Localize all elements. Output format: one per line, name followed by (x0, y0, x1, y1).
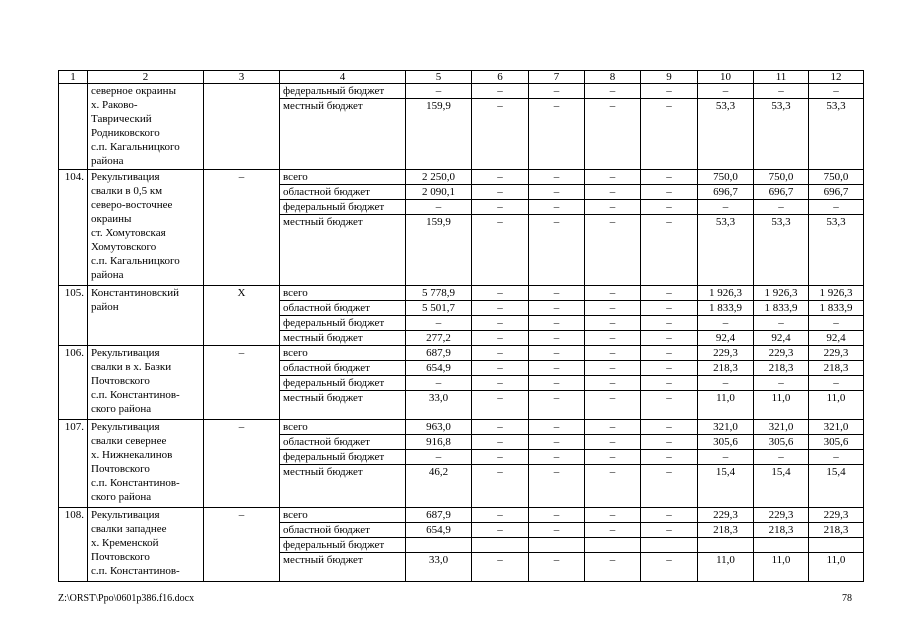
value-cell-v11: – (754, 450, 809, 465)
page-number: 78 (842, 593, 852, 604)
funding-source-label: всего (280, 420, 406, 435)
table-row (59, 508, 864, 523)
value-cell-v11: 321,0 (754, 420, 809, 435)
funding-source-label: местный бюджет (280, 99, 406, 170)
value-cell-v8: – (585, 508, 641, 523)
funding-source-label: местный бюджет (280, 391, 406, 420)
object-name-line: с.п. Кагальницкого (91, 255, 180, 267)
value-cell-v11: 92,4 (754, 331, 809, 346)
value-cell-v6: – (472, 553, 529, 582)
row-number: 107. (59, 420, 88, 508)
value-cell-v8: – (585, 391, 641, 420)
value-cell-v5: 687,9 (406, 346, 472, 361)
value-cell-v9: – (641, 215, 698, 286)
funding-source-label: федеральный бюджет (280, 376, 406, 391)
value-cell-v12: 53,3 (809, 215, 864, 286)
funding-source-label: местный бюджет (280, 215, 406, 286)
value-cell-v5: 5 778,9 (406, 286, 472, 301)
value-cell-v12: 229,3 (809, 346, 864, 361)
value-cell-v5: 5 501,7 (406, 301, 472, 316)
object-name-line: свалки в 0,5 км (91, 185, 163, 197)
funding-source-label: местный бюджет (280, 553, 406, 582)
object-name-line: ского района (91, 491, 152, 503)
footer-file-path: Z:\ORST\Ppo\0601p386.f16.docx (58, 593, 195, 604)
value-cell-v11: 11,0 (754, 553, 809, 582)
funding-source-label: федеральный бюджет (280, 450, 406, 465)
table-row (59, 346, 864, 361)
value-cell-v8: – (585, 215, 641, 286)
value-cell-v6: – (472, 420, 529, 435)
value-cell-v9: – (641, 420, 698, 435)
value-cell-v7: – (529, 376, 585, 391)
value-cell-v10: 229,3 (698, 346, 754, 361)
value-cell-v11: 11,0 (754, 391, 809, 420)
value-cell-v7: – (529, 170, 585, 185)
value-cell-v9: – (641, 200, 698, 215)
row-number: 105. (59, 286, 88, 346)
value-cell-v10: 11,0 (698, 553, 754, 582)
value-cell-v5: 33,0 (406, 553, 472, 582)
value-cell-v12: – (809, 450, 864, 465)
value-cell-v8: – (585, 185, 641, 200)
value-cell-v10: 750,0 (698, 170, 754, 185)
value-cell-v8: – (585, 170, 641, 185)
value-cell-v11: 229,3 (754, 508, 809, 523)
value-cell-v9: – (641, 286, 698, 301)
value-cell-v8 (585, 538, 641, 553)
col3-cell: – (204, 420, 280, 508)
funding-source-label: областной бюджет (280, 361, 406, 376)
column-header: 8 (585, 71, 641, 84)
value-cell-v7: – (529, 553, 585, 582)
value-cell-v6: – (472, 346, 529, 361)
value-cell-v6: – (472, 99, 529, 170)
value-cell-v11: 218,3 (754, 361, 809, 376)
object-name-line: ст. Хомутовская (91, 227, 166, 239)
object-name-line: х. Раково- (91, 99, 138, 111)
value-cell-v12: 1 833,9 (809, 301, 864, 316)
value-cell-v10: – (698, 316, 754, 331)
value-cell-v10: 53,3 (698, 99, 754, 170)
value-cell-v9: – (641, 361, 698, 376)
value-cell-v10: 696,7 (698, 185, 754, 200)
value-cell-v8: – (585, 286, 641, 301)
value-cell-v12: – (809, 316, 864, 331)
value-cell-v7: – (529, 331, 585, 346)
value-cell-v11 (754, 538, 809, 553)
object-name-line: Рекультивация (91, 171, 160, 183)
object-name-line: с.п. Константинов- (91, 565, 180, 577)
object-name-line: Таврический (91, 113, 152, 125)
value-cell-v6 (472, 538, 529, 553)
value-cell-v12: 15,4 (809, 465, 864, 508)
value-cell-v8: – (585, 316, 641, 331)
value-cell-v9: – (641, 84, 698, 99)
value-cell-v9: – (641, 99, 698, 170)
funding-source-label: местный бюджет (280, 331, 406, 346)
column-header: 2 (88, 71, 204, 84)
value-cell-v9: – (641, 301, 698, 316)
value-cell-v7 (529, 538, 585, 553)
object-name-line: Родниковского (91, 127, 160, 139)
value-cell-v6: – (472, 84, 529, 99)
object-name-line: свалки в х. Базки (91, 361, 172, 373)
column-header: 4 (280, 71, 406, 84)
value-cell-v12: – (809, 376, 864, 391)
object-name-cell (88, 346, 204, 420)
value-cell-v11: 750,0 (754, 170, 809, 185)
column-header: 3 (204, 71, 280, 84)
value-cell-v6: – (472, 450, 529, 465)
value-cell-v11: 696,7 (754, 185, 809, 200)
value-cell-v5: 654,9 (406, 361, 472, 376)
value-cell-v12: 750,0 (809, 170, 864, 185)
value-cell-v9: – (641, 553, 698, 582)
value-cell-v5 (406, 538, 472, 553)
value-cell-v6: – (472, 523, 529, 538)
object-name-line: Рекультивация (91, 509, 160, 521)
object-name-cell (88, 84, 204, 170)
value-cell-v12: 321,0 (809, 420, 864, 435)
value-cell-v5: – (406, 200, 472, 215)
object-name-line: с.п. Константинов- (91, 477, 180, 489)
value-cell-v6: – (472, 376, 529, 391)
value-cell-v8: – (585, 450, 641, 465)
value-cell-v8: – (585, 331, 641, 346)
value-cell-v10: 321,0 (698, 420, 754, 435)
object-name-line: окраины (91, 213, 132, 225)
value-cell-v11: 229,3 (754, 346, 809, 361)
object-name-line: с.п. Кагальницкого (91, 141, 180, 153)
value-cell-v7: – (529, 316, 585, 331)
value-cell-v10: 15,4 (698, 465, 754, 508)
column-header: 10 (698, 71, 754, 84)
funding-source-label: всего (280, 286, 406, 301)
value-cell-v5: 159,9 (406, 99, 472, 170)
value-cell-v5: – (406, 376, 472, 391)
value-cell-v11: – (754, 84, 809, 99)
value-cell-v7: – (529, 99, 585, 170)
value-cell-v10: 53,3 (698, 215, 754, 286)
object-name-line: район (91, 301, 119, 313)
object-name-line: северное окраины (91, 85, 176, 97)
value-cell-v6: – (472, 361, 529, 376)
funding-source-label: всего (280, 508, 406, 523)
object-name-line: Почтовского (91, 375, 150, 387)
value-cell-v7: – (529, 361, 585, 376)
value-cell-v11: 218,3 (754, 523, 809, 538)
value-cell-v11: 1 833,9 (754, 301, 809, 316)
column-header: 9 (641, 71, 698, 84)
value-cell-v10: – (698, 200, 754, 215)
column-header: 11 (754, 71, 809, 84)
value-cell-v12 (809, 538, 864, 553)
value-cell-v6: – (472, 170, 529, 185)
value-cell-v9: – (641, 170, 698, 185)
value-cell-v7: – (529, 200, 585, 215)
value-cell-v10: 229,3 (698, 508, 754, 523)
value-cell-v7: – (529, 185, 585, 200)
value-cell-v7: – (529, 84, 585, 99)
value-cell-v12: – (809, 200, 864, 215)
value-cell-v12: 1 926,3 (809, 286, 864, 301)
object-name-line: свалки севернее (91, 435, 167, 447)
funding-source-label: всего (280, 346, 406, 361)
value-cell-v12: 11,0 (809, 391, 864, 420)
value-cell-v12: 92,4 (809, 331, 864, 346)
value-cell-v5: 916,8 (406, 435, 472, 450)
value-cell-v10: 11,0 (698, 391, 754, 420)
object-name-line: Рекультивация (91, 421, 160, 433)
funding-source-label: федеральный бюджет (280, 84, 406, 99)
object-name-cell (88, 508, 204, 582)
object-name-line: х. Кременской (91, 537, 159, 549)
value-cell-v7: – (529, 523, 585, 538)
col3-cell: – (204, 170, 280, 286)
value-cell-v6: – (472, 391, 529, 420)
value-cell-v10: 305,6 (698, 435, 754, 450)
table-row (59, 420, 864, 435)
value-cell-v5: 654,9 (406, 523, 472, 538)
value-cell-v5: 687,9 (406, 508, 472, 523)
value-cell-v6: – (472, 331, 529, 346)
value-cell-v12: 229,3 (809, 508, 864, 523)
value-cell-v8: – (585, 465, 641, 508)
row-number: 104. (59, 170, 88, 286)
row-number: 106. (59, 346, 88, 420)
object-name-line: с.п. Константинов- (91, 389, 180, 401)
value-cell-v10: – (698, 450, 754, 465)
object-name-cell (88, 420, 204, 508)
value-cell-v5: – (406, 450, 472, 465)
value-cell-v10: 218,3 (698, 523, 754, 538)
object-name-line: х. Нижнекалинов (91, 449, 173, 461)
value-cell-v8: – (585, 346, 641, 361)
col3-cell: Х (204, 286, 280, 346)
object-name-line: района (91, 155, 124, 167)
col3-cell: – (204, 508, 280, 582)
object-name-line: Почтовского (91, 551, 150, 563)
value-cell-v7: – (529, 420, 585, 435)
funding-source-label: федеральный бюджет (280, 200, 406, 215)
value-cell-v8: – (585, 420, 641, 435)
object-name-line: северо-восточнее (91, 199, 173, 211)
table-row (59, 84, 864, 99)
column-header: 5 (406, 71, 472, 84)
value-cell-v5: – (406, 316, 472, 331)
value-cell-v8: – (585, 200, 641, 215)
column-header: 1 (59, 71, 88, 84)
value-cell-v11: – (754, 200, 809, 215)
value-cell-v6: – (472, 508, 529, 523)
value-cell-v9: – (641, 523, 698, 538)
table-row (59, 170, 864, 185)
funding-source-label: областной бюджет (280, 523, 406, 538)
value-cell-v6: – (472, 200, 529, 215)
object-name-cell (88, 170, 204, 286)
funding-source-label: федеральный бюджет (280, 538, 406, 553)
object-name-line: Константиновский (91, 287, 179, 299)
value-cell-v6: – (472, 435, 529, 450)
value-cell-v7: – (529, 215, 585, 286)
value-cell-v8: – (585, 376, 641, 391)
object-name-line: свалки западнее (91, 523, 167, 535)
value-cell-v8: – (585, 435, 641, 450)
value-cell-v9: – (641, 316, 698, 331)
value-cell-v12: 218,3 (809, 523, 864, 538)
value-cell-v7: – (529, 301, 585, 316)
value-cell-v9: – (641, 376, 698, 391)
funding-source-label: федеральный бюджет (280, 316, 406, 331)
object-name-line: Рекультивация (91, 347, 160, 359)
col3-cell (204, 84, 280, 170)
value-cell-v11: – (754, 376, 809, 391)
table-row (59, 286, 864, 301)
value-cell-v9: – (641, 450, 698, 465)
value-cell-v8: – (585, 84, 641, 99)
col3-cell: – (204, 346, 280, 420)
column-header: 6 (472, 71, 529, 84)
funding-source-label: областной бюджет (280, 435, 406, 450)
row-number: 108. (59, 508, 88, 582)
value-cell-v12: 696,7 (809, 185, 864, 200)
header-row (59, 71, 864, 84)
value-cell-v5: 46,2 (406, 465, 472, 508)
funding-source-label: местный бюджет (280, 465, 406, 508)
value-cell-v5: 2 250,0 (406, 170, 472, 185)
value-cell-v12: 53,3 (809, 99, 864, 170)
value-cell-v9: – (641, 391, 698, 420)
value-cell-v6: – (472, 185, 529, 200)
value-cell-v12: 11,0 (809, 553, 864, 582)
value-cell-v10: 92,4 (698, 331, 754, 346)
object-name-line: района (91, 269, 124, 281)
column-header: 12 (809, 71, 864, 84)
value-cell-v6: – (472, 215, 529, 286)
value-cell-v5: 33,0 (406, 391, 472, 420)
value-cell-v9: – (641, 346, 698, 361)
value-cell-v5: 2 090,1 (406, 185, 472, 200)
value-cell-v5: 159,9 (406, 215, 472, 286)
row-number (59, 84, 88, 170)
value-cell-v7: – (529, 346, 585, 361)
value-cell-v9 (641, 538, 698, 553)
value-cell-v8: – (585, 553, 641, 582)
value-cell-v12: 305,6 (809, 435, 864, 450)
value-cell-v5: 277,2 (406, 331, 472, 346)
object-name-line: Почтовского (91, 463, 150, 475)
funding-source-label: всего (280, 170, 406, 185)
value-cell-v7: – (529, 508, 585, 523)
value-cell-v8: – (585, 361, 641, 376)
value-cell-v11: – (754, 316, 809, 331)
value-cell-v11: 1 926,3 (754, 286, 809, 301)
value-cell-v7: – (529, 391, 585, 420)
value-cell-v10: 1 926,3 (698, 286, 754, 301)
value-cell-v6: – (472, 465, 529, 508)
object-name-line: ского района (91, 403, 152, 415)
value-cell-v9: – (641, 465, 698, 508)
value-cell-v7: – (529, 465, 585, 508)
value-cell-v6: – (472, 301, 529, 316)
value-cell-v6: – (472, 316, 529, 331)
value-cell-v9: – (641, 435, 698, 450)
value-cell-v5: 963,0 (406, 420, 472, 435)
value-cell-v10: – (698, 84, 754, 99)
funding-source-label: областной бюджет (280, 301, 406, 316)
value-cell-v10 (698, 538, 754, 553)
value-cell-v12: – (809, 84, 864, 99)
value-cell-v7: – (529, 435, 585, 450)
value-cell-v10: 1 833,9 (698, 301, 754, 316)
value-cell-v12: 218,3 (809, 361, 864, 376)
value-cell-v11: 15,4 (754, 465, 809, 508)
value-cell-v7: – (529, 450, 585, 465)
value-cell-v8: – (585, 523, 641, 538)
value-cell-v11: 305,6 (754, 435, 809, 450)
funding-source-label: областной бюджет (280, 185, 406, 200)
value-cell-v8: – (585, 301, 641, 316)
value-cell-v6: – (472, 286, 529, 301)
budget-table (58, 70, 864, 582)
value-cell-v11: 53,3 (754, 215, 809, 286)
value-cell-v10: – (698, 376, 754, 391)
value-cell-v7: – (529, 286, 585, 301)
value-cell-v5: – (406, 84, 472, 99)
value-cell-v9: – (641, 508, 698, 523)
value-cell-v9: – (641, 331, 698, 346)
object-name-line: Хомутовского (91, 241, 157, 253)
value-cell-v10: 218,3 (698, 361, 754, 376)
value-cell-v9: – (641, 185, 698, 200)
object-name-cell (88, 286, 204, 346)
value-cell-v8: – (585, 99, 641, 170)
value-cell-v11: 53,3 (754, 99, 809, 170)
table-body (59, 71, 864, 582)
column-header: 7 (529, 71, 585, 84)
